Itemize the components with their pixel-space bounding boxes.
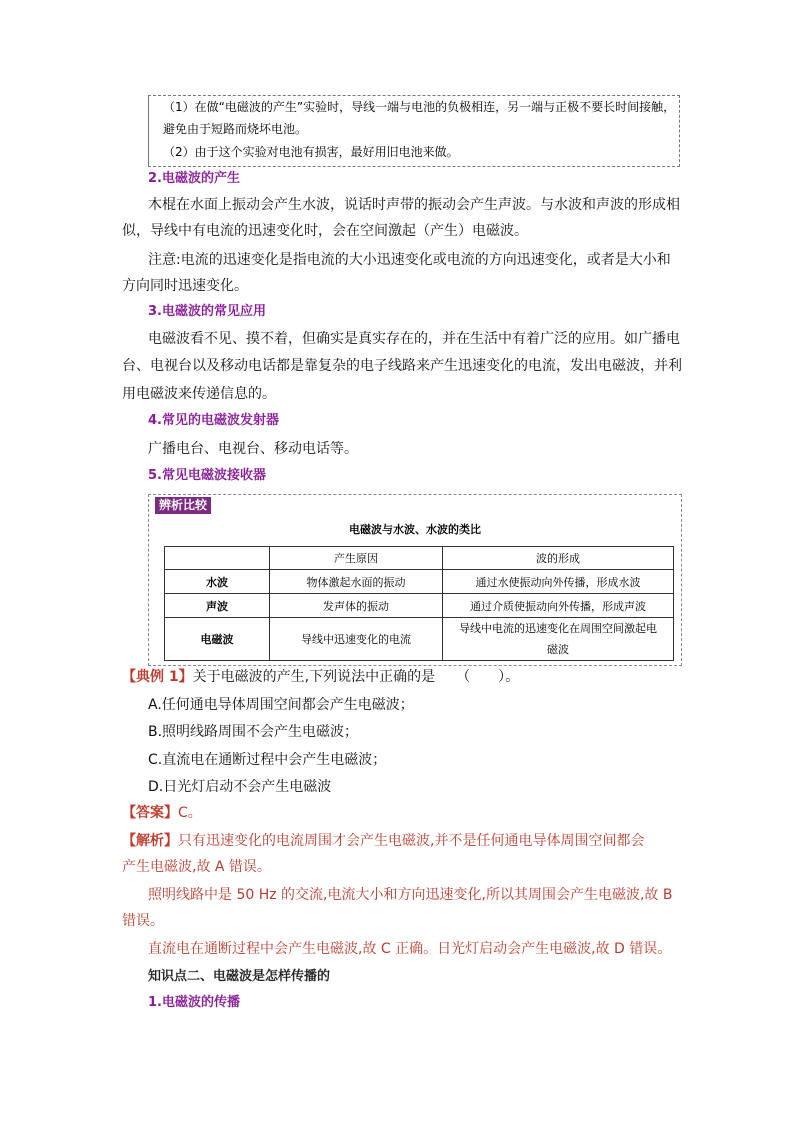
section-3-line1: 电磁波看不见、摸不着，但确实是真实存在的，并在生活中有着广泛的应用。如广播电: [148, 331, 680, 347]
table-cell: 物体激起水面的振动: [270, 570, 443, 594]
knowledge-2-subheading: 1.电磁波的传播: [148, 995, 240, 1010]
table-header-cell: 产生原因: [270, 547, 443, 570]
section-2-para1-line2: 似，导线中有电流的迅速变化时，会在空间激起（产生）电磁波。: [122, 223, 528, 239]
section-3-heading: 3.电磁波的常见应用: [148, 304, 266, 319]
table-row: [165, 594, 674, 618]
table-header-cell: 波的形成: [443, 547, 674, 570]
option-c: C.直流电在通断过程中会产生电磁波；: [148, 752, 387, 768]
section-2-para1-line1: 木棍在水面上振动会产生水波，说话时声带的振动会产生声波。与水波和声波的形成相: [148, 197, 680, 213]
section-5-heading: 5.常见电磁波接收器: [148, 468, 266, 483]
comparison-table-title: 电磁波与水波、水波的类比: [349, 523, 481, 536]
table-header-cell: [165, 547, 270, 570]
analysis-label: 【解析】: [122, 833, 178, 849]
example-label: 【典例 1】: [122, 669, 193, 685]
table-row-head: 声波: [165, 594, 270, 618]
section-2-para2-line1: 注意:电流的迅速变化是指电流的大小迅速变化或电流的方向迅速变化，或者是大小和: [148, 252, 671, 268]
table-row-head: 电磁波: [165, 618, 270, 661]
analysis-line-3: 照明线路中是 50 Hz 的交流,电流大小和方向迅速变化,所以其周围会产生电磁波,故 B: [148, 887, 673, 903]
analysis-line-4: 错误。: [122, 913, 164, 929]
note-line-1: （1）在做“电磁波的产生”实验时，导线一端与电池的负极相连，另一端与正极不要长时间接触，: [163, 100, 676, 114]
analysis-line-2: 产生电磁波,故 A 错误。: [122, 859, 271, 875]
table-cell-line: 导线中电流的迅速变化在周围空间激起电: [459, 622, 657, 635]
section-2-para2-line2: 方向同时迅速变化。: [122, 278, 248, 294]
analysis-text-1: 只有迅速变化的电流周围才会产生电磁波,并不是任何通电导体周围空间都会: [178, 833, 645, 849]
analysis-line-5: 直流电在通断过程中会产生电磁波,故 C 正确。日光灯启动会产生电磁波,故 D 错误。: [148, 941, 672, 957]
section-3-line2: 台、电视台以及移动电话都是靠复杂的电子线路来产生迅速变化的电流，发出电磁波，并利: [122, 358, 682, 374]
table-cell: 通过介质使振动向外传播，形成声波: [443, 594, 674, 618]
option-b: B.照明线路周围不会产生电磁波；: [148, 724, 359, 740]
table-cell: 通过水使振动向外传播，形成水波: [443, 570, 674, 594]
table-row: [165, 618, 674, 661]
table-cell-line: 磁波: [547, 643, 569, 656]
answer-text: C。: [178, 805, 202, 821]
example-question-text: 关于电磁波的产生,下列说法中正确的是 （ ）。: [192, 669, 520, 685]
table-row: [165, 570, 674, 594]
analysis-line-1: [122, 832, 644, 850]
table-cell: 导线中迅速变化的电流: [270, 618, 443, 661]
comparison-table: [164, 546, 674, 661]
section-4-line1: 广播电台、电视台、移动电话等。: [148, 441, 358, 457]
section-3-line3: 用电磁波来传递信息的。: [122, 386, 276, 402]
option-a: A.任何通电导体周围空间都会产生电磁波；: [148, 697, 414, 713]
table-header-row: [165, 547, 674, 570]
section-2-heading: 2.电磁波的产生: [148, 171, 240, 186]
analysis-tag: 辨析比较: [155, 497, 211, 514]
table-cell: 发声体的振动: [270, 594, 443, 618]
knowledge-2-heading: 知识点二、电磁波是怎样传播的: [148, 969, 331, 984]
option-d: D.日光灯启动不会产生电磁波: [148, 779, 332, 795]
note-line-3: （2）由于这个实验对电池有损害，最好用旧电池来做。: [163, 145, 459, 159]
table-cell: [443, 618, 674, 661]
note-line-2: 避免由于短路而烧坏电池。: [163, 122, 308, 136]
answer-label: 【答案】: [122, 805, 178, 821]
section-4-heading: 4.常见的电磁波发射器: [148, 413, 279, 428]
example-question: [122, 668, 519, 686]
answer-line: [122, 804, 202, 822]
table-row-head: 水波: [165, 570, 270, 594]
